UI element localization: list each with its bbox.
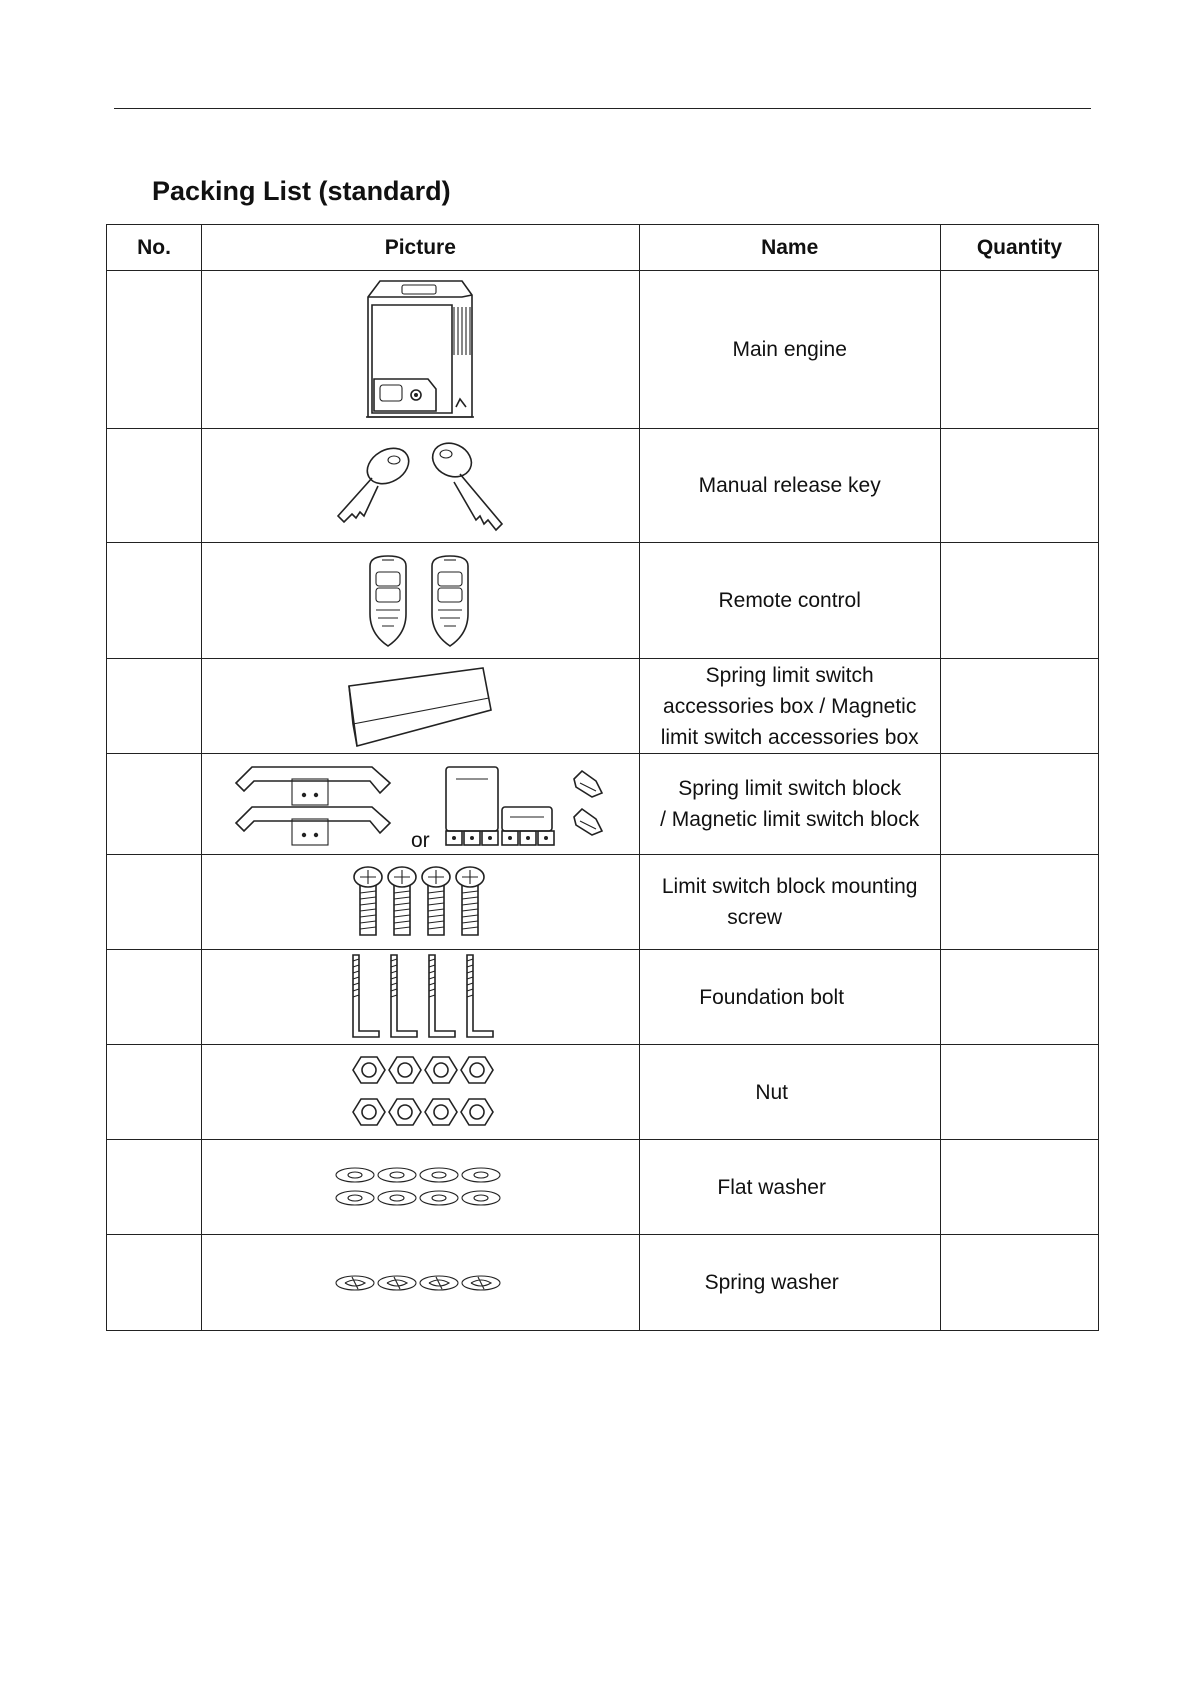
header-quantity: Quantity [940,225,1098,271]
keys-drawing [330,438,510,534]
screws-drawing [350,865,490,939]
row-name-line: accessories box / Magnetic [663,694,917,718]
row-name: Main engine [639,271,940,429]
table-row [107,855,1099,950]
row-quantity [940,1140,1098,1235]
foundation-bolts-drawing [345,951,495,1043]
row-name-line: / Magnetic limit switch block [660,808,920,831]
row-name: Manual release key [639,429,940,543]
row-name-line: Spring washer [704,1271,839,1294]
spring-washers-drawing [335,1272,505,1294]
row-name [639,1045,940,1140]
row-quantity [940,543,1098,659]
table-row [107,1235,1099,1331]
row-no [107,754,202,855]
header-name: Name [639,225,940,271]
table-row [107,1140,1099,1235]
table-row [107,754,1099,855]
row-no [107,1140,202,1235]
table-row [107,659,1099,754]
row-quantity [940,855,1098,950]
or-label: or [411,829,430,851]
row-no [107,950,202,1045]
row-quantity [940,1045,1098,1140]
row-name-line: Spring limit switch block [678,777,902,800]
main-engine-drawing [350,275,490,425]
row-name-line: Limit switch block mounting [661,875,918,898]
page-title: Packing List (standard) [152,176,451,206]
row-name [639,950,940,1045]
row-name [639,1235,940,1331]
row-name: Remote control [639,543,940,659]
table-row [107,271,1099,429]
row-quantity [940,950,1098,1045]
packing-list-table [106,224,1099,1331]
nuts-drawing [345,1052,495,1132]
remote-controls-drawing [360,554,480,648]
picture-cell [202,950,639,1045]
picture-cell [202,855,639,950]
row-quantity [940,1235,1098,1331]
picture-cell [202,1235,639,1331]
picture-cell [202,543,639,659]
row-no [107,855,202,950]
row-name [639,659,940,754]
table-row [107,950,1099,1045]
row-no [107,543,202,659]
accessories-box-drawing [345,664,495,748]
picture-cell [202,754,639,855]
row-no [107,1235,202,1331]
table-row [107,429,1099,543]
table-header-row [107,225,1099,271]
row-name [639,754,940,855]
row-no [107,271,202,429]
row-name-line: Flat washer [717,1175,826,1199]
row-name-line: screw [727,906,783,929]
header-no: No. [107,225,202,271]
row-quantity [940,271,1098,429]
table-row [107,543,1099,659]
row-name-line: Spring limit switch [705,663,874,687]
row-quantity [940,429,1098,543]
limit-switch-blocks-drawing [230,757,610,851]
row-quantity [940,754,1098,855]
row-no [107,659,202,754]
header-rule [114,108,1091,109]
picture-cell [202,1045,639,1140]
flat-washers-drawing [335,1165,505,1209]
row-name [639,855,940,950]
row-no [107,1045,202,1140]
picture-cell [202,429,639,543]
row-no [107,429,202,543]
picture-cell [202,659,639,754]
picture-cell [202,1140,639,1235]
table-row [107,1045,1099,1140]
row-name-line: limit switch accessories box [660,725,919,749]
picture-cell [202,271,639,429]
row-name [639,1140,940,1235]
row-name-line: Foundation bolt [699,985,845,1009]
header-picture: Picture [202,225,639,271]
row-name-line: Nut [755,1080,789,1104]
row-quantity [940,659,1098,754]
